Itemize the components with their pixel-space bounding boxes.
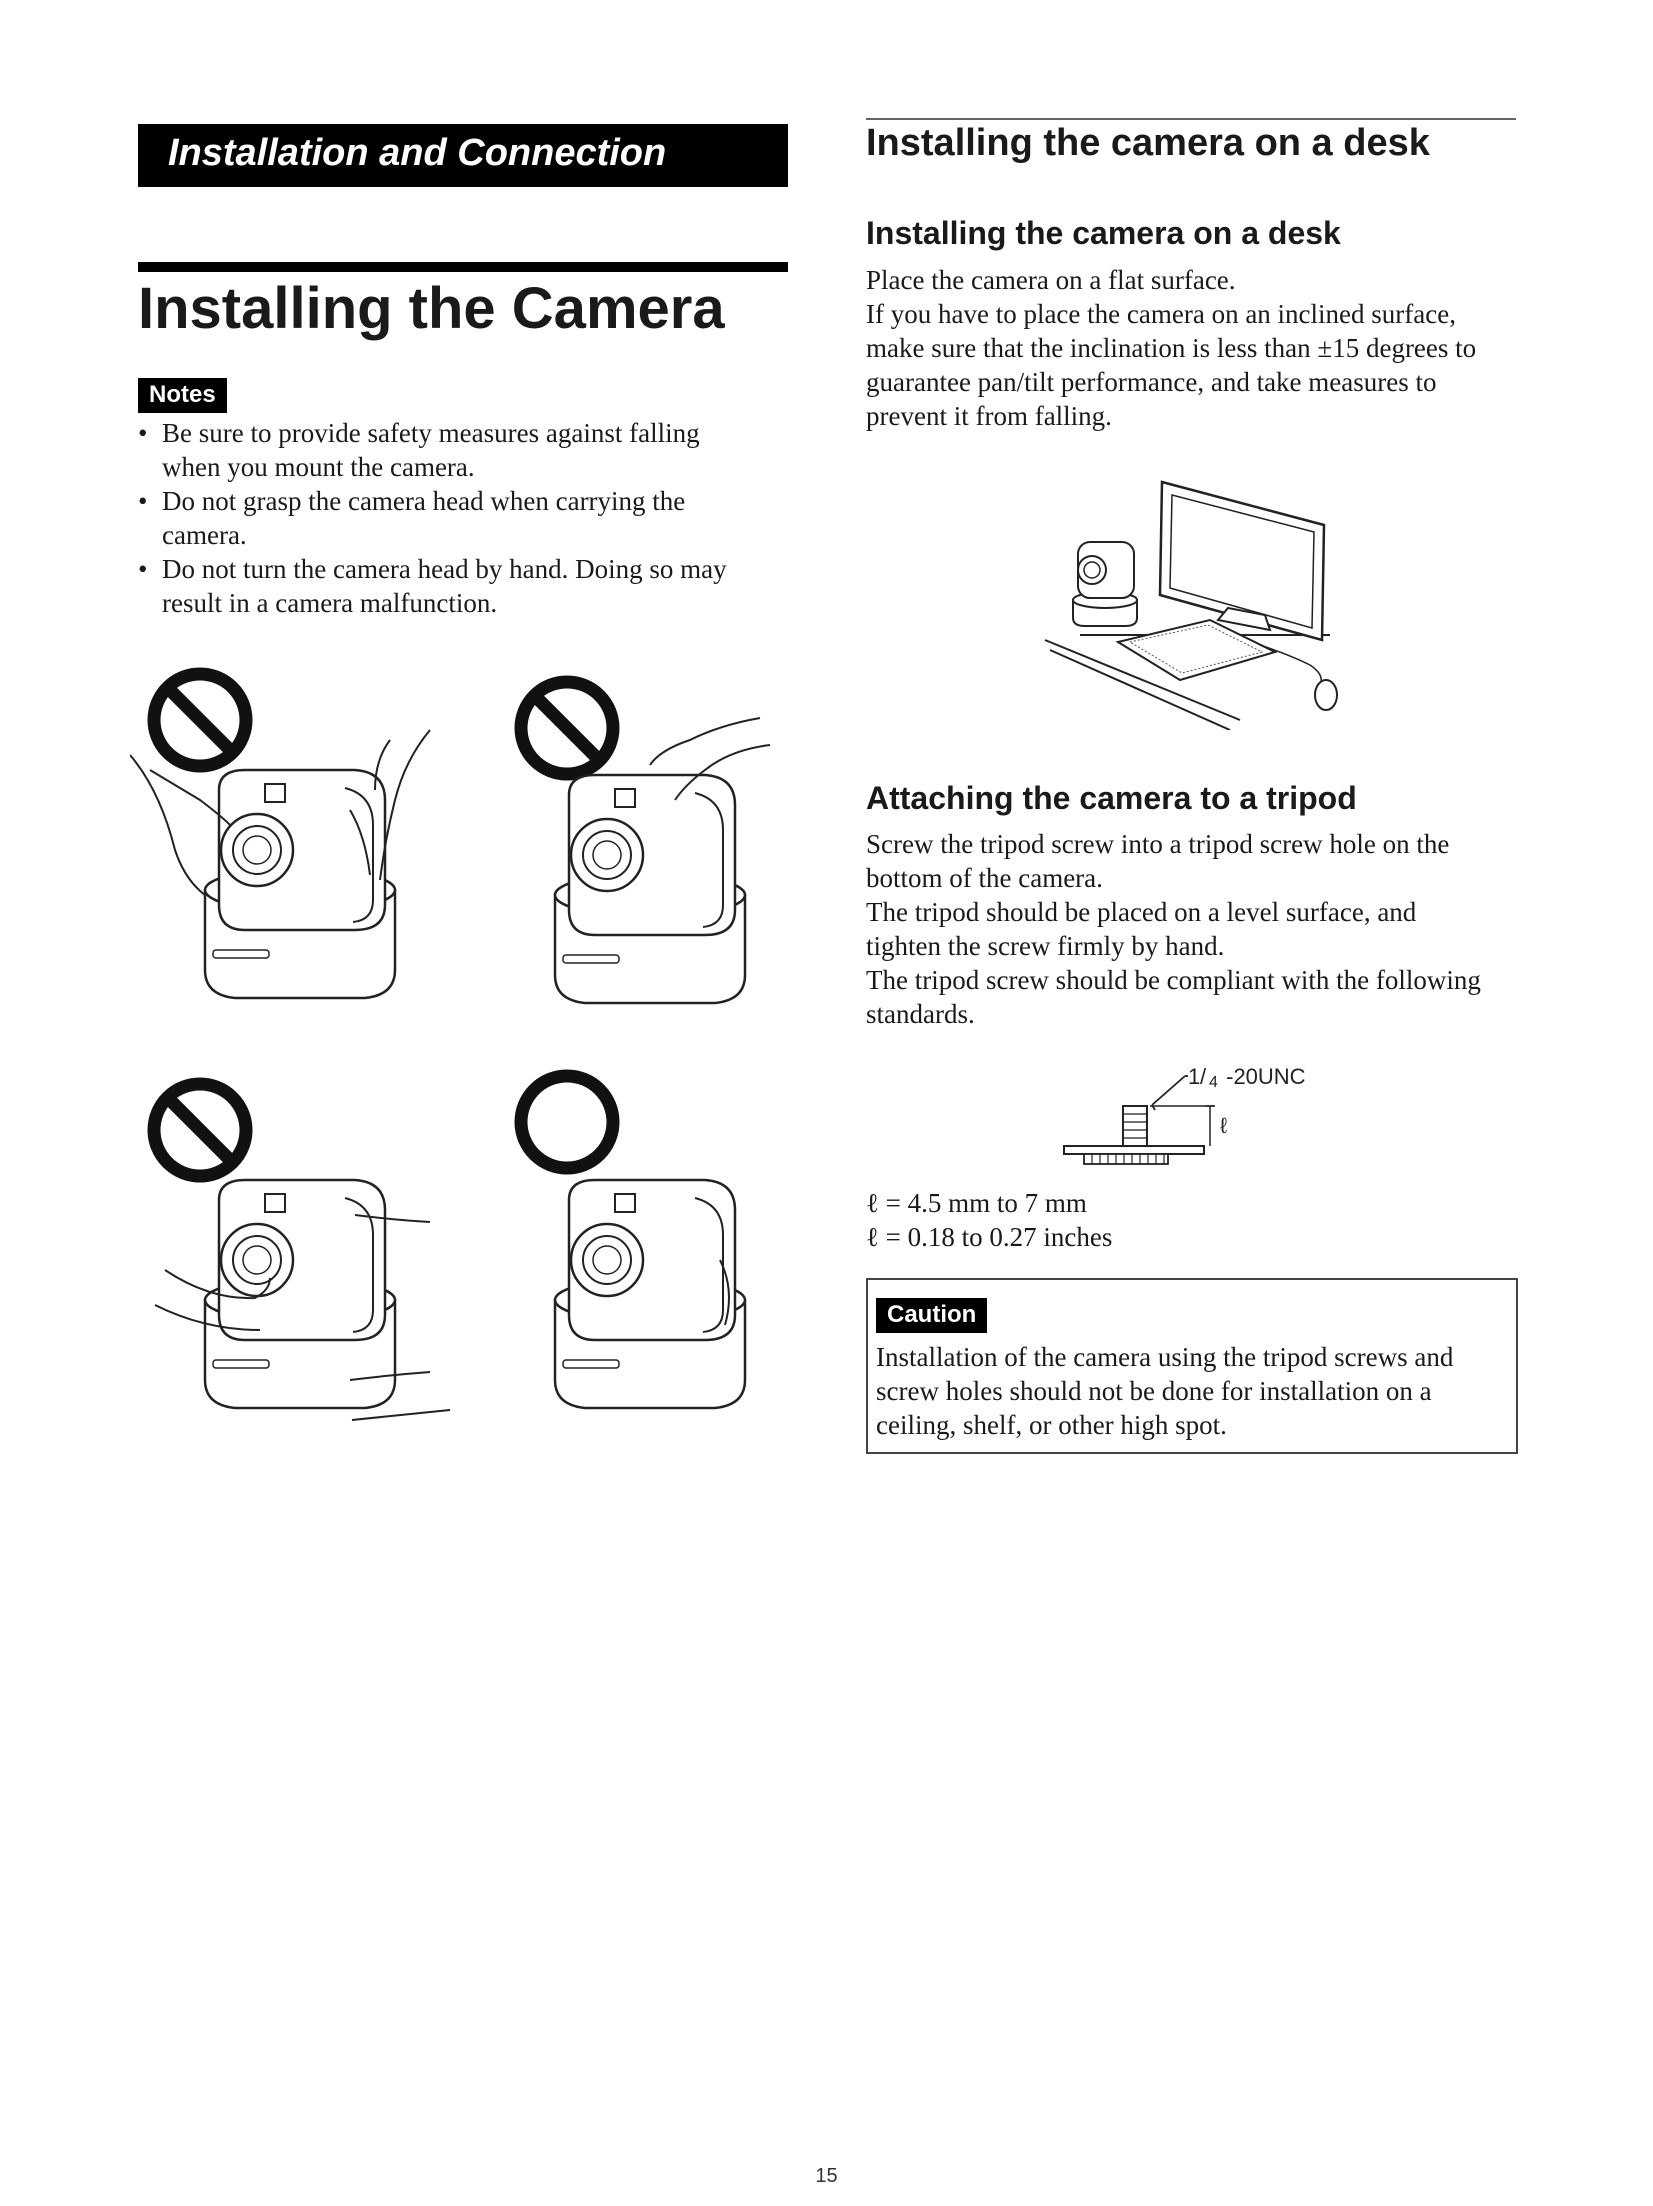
desk-paragraph: [866, 263, 1526, 433]
text-line: ceiling, shelf, or other high spot.: [876, 1410, 1227, 1440]
screw-spec-thread: -20UNC: [1220, 1064, 1306, 1089]
page-number: 15: [815, 2165, 838, 2187]
text-line: If you have to place the camera on an inclined surface,: [866, 299, 1456, 329]
text-line: ℓ = 4.5 mm to 7 mm: [866, 1188, 1087, 1218]
monitor-illustration: [1160, 482, 1324, 640]
note-line: result in a camera malfunction.: [162, 588, 498, 618]
screw-length-spec: [866, 1186, 1526, 1254]
bullet: •: [138, 418, 148, 448]
desk-installation-illustration: [1040, 470, 1340, 730]
tripod-paragraph: [866, 827, 1526, 1031]
caution-label: Caution: [876, 1298, 987, 1333]
camera-handling-illustrations: [130, 650, 810, 1440]
text-line: prevent it from falling.: [866, 401, 1112, 431]
text-line: screw holes should not be done for installation on a: [876, 1376, 1432, 1406]
text-line: make sure that the inclination is less than ±15 degrees to: [866, 333, 1477, 363]
screw-spec-denominator: 4: [1209, 1074, 1218, 1091]
bullet: •: [138, 554, 148, 584]
text-line: The tripod should be placed on a level surface, and: [866, 897, 1417, 927]
prohibited-icon: [154, 1084, 246, 1176]
note-line: Be sure to provide safety measures against falling: [162, 418, 700, 448]
prohibited-icon: [154, 674, 246, 766]
text-line: Screw the tripod screw into a tripod screw hole on the: [866, 829, 1450, 859]
text-line: Place the camera on a flat surface.: [866, 265, 1236, 295]
length-dimension: [1150, 1106, 1215, 1146]
notes-label: Notes: [138, 378, 227, 413]
note-item: [138, 552, 798, 620]
text-line: The tripod screw should be compliant with the following: [866, 965, 1481, 995]
text-line: guarantee pan/tilt performance, and take measures to: [866, 367, 1437, 397]
note-line: Do not grasp the camera head when carrying the: [162, 486, 686, 516]
note-item: [138, 416, 798, 484]
text-line: Installation of the camera using the tripod screws and: [876, 1342, 1454, 1372]
caution-box: [866, 1278, 1518, 1454]
section-heading: Installing the camera on a desk: [866, 122, 1430, 164]
svg-text:/: /: [1200, 1064, 1207, 1089]
camera-illustration: [555, 1180, 745, 1408]
note-line: when you mount the camera.: [162, 452, 475, 482]
note-item: [138, 484, 798, 552]
text-line: tighten the screw firmly by hand.: [866, 931, 1225, 961]
mouse-illustration: [1260, 645, 1337, 710]
screw-spec-numerator: 1: [1188, 1064, 1201, 1089]
text-line: bottom of the camera.: [866, 863, 1103, 893]
text-line: standards.: [866, 999, 975, 1029]
tripod-screw-diagram: [1060, 1060, 1320, 1175]
screw-illustration: [1064, 1106, 1204, 1164]
heading-rule: [866, 118, 1516, 120]
tripod-subheading: Attaching the camera to a tripod: [866, 780, 1357, 816]
bullet: •: [138, 486, 148, 516]
desk-subheading: Installing the camera on a desk: [866, 215, 1341, 251]
note-line: Do not turn the camera head by hand. Doing so may: [162, 554, 727, 584]
camera-illustration: [205, 770, 395, 998]
caution-text: [876, 1340, 1453, 1442]
length-symbol: ℓ: [1220, 1113, 1228, 1138]
permitted-icon: [521, 1076, 613, 1168]
notes-list: [138, 416, 798, 620]
prohibited-icon: [521, 682, 613, 774]
section-header-bar: [138, 124, 788, 187]
keyboard-illustration: [1118, 620, 1275, 680]
camera-illustration: [205, 1180, 395, 1408]
camera-illustration: [1073, 542, 1137, 626]
page-title: Installing the Camera: [138, 276, 725, 341]
title-rule: [138, 262, 788, 272]
camera-illustration: [555, 775, 745, 1003]
note-line: camera.: [162, 520, 247, 550]
section-header-label: Installation and Connection: [168, 132, 667, 174]
text-line: ℓ = 0.18 to 0.27 inches: [866, 1222, 1113, 1252]
